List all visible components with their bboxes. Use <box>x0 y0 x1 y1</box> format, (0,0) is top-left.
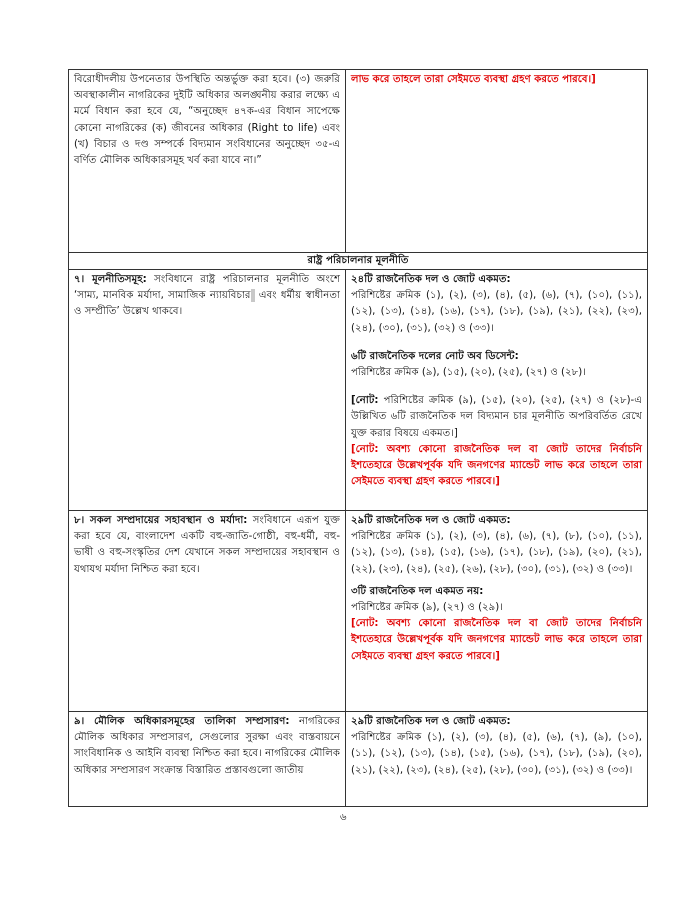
table-row <box>69 270 648 511</box>
proposal-text: বিরোধীদলীয় উপনেতার উপস্থিতি অন্তর্ভুক্ত করা হবে। (৩) জরুরি অবস্থাকালীন নাগরিকের দুইটি অধিকার অলঙ্ঘনীয় করার লক্ষ্যে এ মর্মে বিধান করা হবে যে, “অনুচ্ছেদ ৪৭ক-এর বিধান সাপেক্ষে কোনো নাগরিকের (ক) জীবনের অধিকার (Right to life) এবং (খ) বিচার ও দণ্ড সম্পর্কে বিদ্যমান সংবিধানের অনুচ্ছেদ ৩৫-এ বর্ণিত মৌলিক অধিকারসমূহ খর্ব করা যাবে না।” <box>74 74 340 167</box>
opinion-cell <box>346 511 648 712</box>
proposal-cell <box>69 70 346 253</box>
proposal-text: নাগরিকের মৌলিক অধিকার সম্প্রসারণ, সেগুলোর সুরক্ষা এবং বাস্তবায়নে সাংবিধানিক ও আইনি ব্যবস্থা নিশ্চিত করা হবে। নাগরিকের মৌলিক অধিকার সম্প্রসারণ সংক্রান্ত বিস্তারিত প্রস্তাবগুলো জাতীয় <box>74 716 341 776</box>
mandate-note: লাভ করে তাহলে তারা সেইমতে ব্যবস্থা গ্রহণ করতে পারবে।] <box>351 74 596 85</box>
opinion-cell <box>346 270 648 511</box>
proposal-cell <box>69 270 346 511</box>
proposal-text-cont: এবং ধর্মীয় স্বাধীনতা ও সম্প্রীতি’ উল্লেখ থাকবে। <box>74 290 340 318</box>
note-label: [নোট: <box>351 395 379 407</box>
consensus-list: পরিশিষ্টের ক্রমিক (১), (২), (৩), (৪), (৫), (৬), (৭), (১০), (১১), (১২), (১৩), (১৪), (১৬), (১৭), (১৮), (১৯), (২১), (২২), (২৩), (২৪), (৩০), (৩১), (৩২) ও (৩৩)। <box>351 290 642 334</box>
consensus-heading: ২৪টি রাজনৈতিক দল ও জোট একমত: <box>351 274 511 285</box>
dissent-heading: ৩টি রাজনৈতিক দল একমত নয়: <box>351 585 484 597</box>
dissent-heading: ৬টি রাজনৈতিক দলের নোট অব ডিসেন্ট: <box>351 350 519 362</box>
proposal-title: ৯। মৌলিক অধিকারসমূহের তালিকা সম্প্রসারণ: <box>74 716 290 727</box>
dissent-list: পরিশিষ্টের ক্রমিক (৯), (২৭) ও (২৯)। <box>351 602 503 614</box>
consensus-list: পরিশিষ্টের ক্রমিক (১), (২), (৩), (৪), (৫), (৬), (৭), (৯), (১০), (১১), (১২), (১৩), (১৪), (১৫), (১৬), (১৭), (১৮), (১৯), (২০), (২১), (২২), (২৩), (২৪), (২৫), (২৮), (৩০), (৩১), (৩২) ও (৩৩)। <box>351 732 642 776</box>
consensus-list: পরিশিষ্টের ক্রমিক (১), (২), (৩), (৪), (৬), (৭), (৮), (১০), (১১), (১২), (১৩), (১৪), (১৫), (১৬), (১৭), (১৮), (১৯), (২০), (২১), (২২), (২৩), (২৪), (২৫), (২৬), (২৮), (৩০), (৩১), (৩২) ও (৩৩)। <box>351 531 642 575</box>
consensus-heading: ২৯টি রাজনৈতিক দল ও জোট একমত: <box>351 515 511 526</box>
mandate-note: [নোট: অবশ্য কোনো রাজনৈতিক দল বা জোট তাদের নির্বাচনি ইশতেহারে উল্লেখপূর্বক যদি জনগণের ম্যান্ডেট লাভ করে তাহলে তারা সেইমতে ব্যবস্থা গ্রহণ করতে পারবে।] <box>351 618 642 662</box>
table-row <box>69 712 648 807</box>
consensus-heading: ২৯টি রাজনৈতিক দল ও জোট একমত: <box>351 716 511 727</box>
proposal-cell <box>69 511 346 712</box>
opinion-cell <box>346 712 648 807</box>
table-row <box>69 511 648 712</box>
proposal-cell <box>69 712 346 807</box>
section-header: রাষ্ট্র পরিচালনার মূলনীতি <box>69 253 648 270</box>
opinion-cell <box>346 70 648 253</box>
dissent-list: পরিশিষ্টের ক্রমিক (৯), (১৫), (২০), (২৫), (২৭) ও (২৮)। <box>351 367 586 379</box>
proposal-text: সংবিধানে রাষ্ট্র পরিচালনার মূলনীতি অংশে ‘সাম্য, মানবিক মর্যাদা, সামাজিক ন্যায়বিচার <box>74 274 340 302</box>
proposal-text: সংবিধানে এরূপ যুক্ত করা হবে যে, বাংলাদেশ একটি বহু-জাতি-গোষ্ঠী, বহু-ধর্মী, বহু-ভাষী ও বহু-সংস্কৃতির দেশ যেখানে সকল সম্প্রদায়ের সহাবস্থান ও যথাযথ মর্যাদা নিশ্চিত করা হবে। <box>74 515 340 575</box>
section-header-row <box>69 253 648 270</box>
note-of-dissent-explanation <box>351 393 642 442</box>
mandate-note: [নোট: অবশ্য কোনো রাজনৈতিক দল বা জোট তাদের নির্বাচনি ইশতেহারে উল্লেখপূর্বক যদি জনগণের ম্যান্ডেট লাভ করে তাহলে তারা সেইমতে ব্যবস্থা গ্রহণ করতে পারবে।] <box>351 443 642 488</box>
page-number: ৬ <box>340 812 347 823</box>
note-body: পরিশিষ্টের ক্রমিক (৯), (১৫), (২০), (২৫), (২৭) ও (২৮)-এ উল্লিখিত ৬টি রাজনৈতিক দল বিদ্যমান চার মূলনীতি অপরিবর্তিত রেখে যুক্ত করার বিষয়ে একমত।] <box>351 395 642 439</box>
proposal-table <box>68 69 648 807</box>
table-row <box>69 70 648 253</box>
proposal-title: ৮। সকল সম্প্রদায়ের সহাবস্থান ও মর্যাদা: <box>74 515 248 526</box>
proposal-title: ৭। মূলনীতিসমূহ: <box>74 274 147 285</box>
